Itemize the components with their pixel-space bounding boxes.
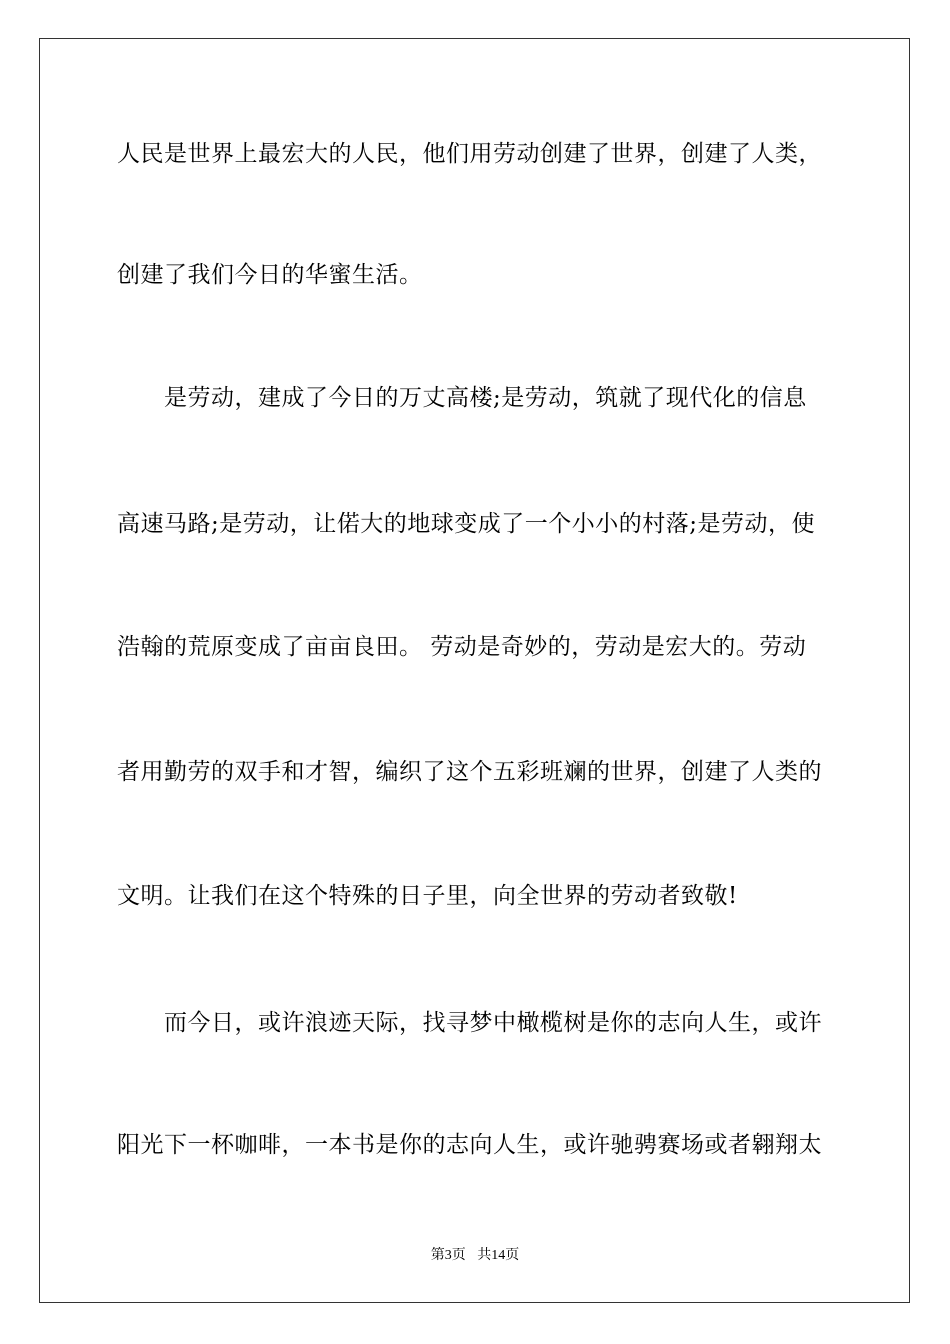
text-line-6: 者用勤劳的双手和才智，编织了这个五彩班斓的世界，创建了人类的 bbox=[117, 759, 822, 785]
text-line-1: 人民是世界上最宏大的人民，他们用劳动创建了世界，创建了人类， bbox=[117, 141, 822, 167]
text-line-7: 文明。让我们在这个特殊的日子里，向全世界的劳动者致敬! bbox=[117, 883, 738, 909]
text-line-5: 浩翰的荒原变成了亩亩良田。 劳动是奇妙的，劳动是宏大的。劳动 bbox=[117, 634, 807, 660]
page-number-current: 第3页 bbox=[430, 1248, 466, 1263]
text-line-8: 而今日，或许浪迹天际，找寻梦中橄榄树是你的志向人生，或许 bbox=[117, 1010, 822, 1036]
page-number-total: 共14页 bbox=[477, 1248, 520, 1263]
text-line-4: 高速马路;是劳动，让偌大的地球变成了一个小小的村落;是劳动，使 bbox=[117, 511, 815, 537]
text-line-2: 创建了我们今日的华蜜生活。 bbox=[117, 262, 423, 288]
page-footer bbox=[0, 1247, 950, 1265]
text-line-3: 是劳动，建成了今日的万丈高楼;是劳动，筑就了现代化的信息 bbox=[117, 385, 807, 411]
page-frame bbox=[39, 38, 910, 1303]
text-line-9: 阳光下一杯咖啡，一本书是你的志向人生，或许驰骋赛场或者翱翔太 bbox=[117, 1132, 822, 1158]
